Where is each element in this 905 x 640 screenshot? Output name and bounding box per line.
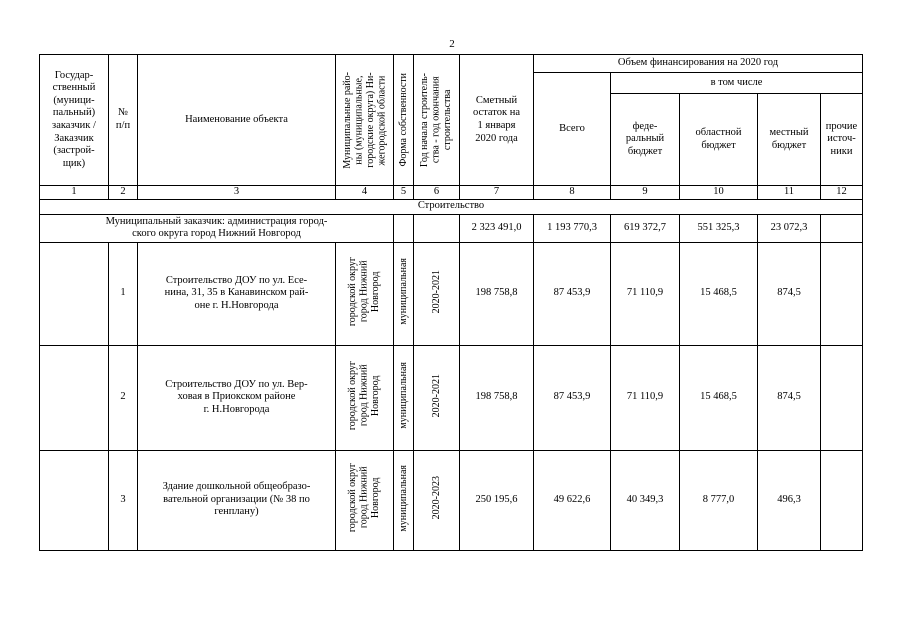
col-number: 12: [821, 186, 863, 200]
header-estimate: Сметный остаток на 1 января 2020 года: [460, 55, 534, 186]
table-row: [40, 345, 863, 450]
header-financing: Объем финансирования на 2020 год: [534, 55, 863, 73]
row-other: [821, 345, 863, 450]
header-including: в том числе: [611, 73, 863, 94]
row-other: [821, 242, 863, 345]
col-number: 6: [414, 186, 460, 200]
summary-local: 23 072,3: [758, 214, 821, 242]
col-number: 8: [534, 186, 611, 200]
summary-estimate: 2 323 491,0: [460, 214, 534, 242]
header-district: [336, 55, 394, 186]
header-district-text: Муниципальные райо- ны (муниципальные, городские округа) Ни- жегородской области: [341, 71, 387, 169]
col-number: 2: [109, 186, 138, 200]
section-title: Строительство: [40, 199, 863, 214]
summary-federal: 619 372,7: [611, 214, 680, 242]
row-num: 3: [109, 450, 138, 550]
row-ownership-text: муниципальная: [397, 362, 409, 429]
row-local: 496,3: [758, 450, 821, 550]
row-district-text: городской округ город Нижний Новгород: [347, 256, 382, 326]
header-years: [414, 55, 460, 186]
header-years-text: Год начала строитель- ства - год окончания строительства: [419, 72, 454, 168]
row-years: [414, 345, 460, 450]
col-number: 10: [680, 186, 758, 200]
header-regional: областной бюджет: [680, 94, 758, 186]
row-ownership-text: муниципальная: [397, 258, 409, 325]
row-object-name: Строительство ДОУ по ул. Вер- ховая в Приокском районе г. Н.Новгорода: [138, 345, 336, 450]
col-number: 9: [611, 186, 680, 200]
row-customer: [40, 450, 109, 550]
header-other: прочие источ- ники: [821, 94, 863, 186]
summary-row: [40, 214, 863, 242]
row-federal: 40 349,3: [611, 450, 680, 550]
summary-blank: [394, 214, 414, 242]
section-row: [40, 199, 863, 214]
summary-label: Муниципальный заказчик: администрация город- ского округа город Нижний Новгород: [40, 214, 394, 242]
row-object-name: Здание дошкольной общеобразо- вательной организации (№ 38 по генплану): [138, 450, 336, 550]
summary-other: [821, 214, 863, 242]
row-federal: 71 110,9: [611, 345, 680, 450]
row-total: 49 622,6: [534, 450, 611, 550]
row-estimate: 250 195,6: [460, 450, 534, 550]
row-num: 2: [109, 345, 138, 450]
column-number-row: [40, 186, 863, 200]
col-number: 1: [40, 186, 109, 200]
row-years-text: 2020-2023: [430, 476, 442, 520]
row-district: [336, 242, 394, 345]
row-regional: 15 468,5: [680, 345, 758, 450]
row-local: 874,5: [758, 345, 821, 450]
row-total: 87 453,9: [534, 345, 611, 450]
summary-total: 1 193 770,3: [534, 214, 611, 242]
col-number: 7: [460, 186, 534, 200]
col-number: 11: [758, 186, 821, 200]
row-estimate: 198 758,8: [460, 242, 534, 345]
header-row-1: [40, 55, 863, 73]
header-local: местный бюджет: [758, 94, 821, 186]
header-total: Всего: [534, 73, 611, 186]
row-district-text: городской округ город Нижний Новгород: [347, 360, 382, 430]
header-federal: феде- ральный бюджет: [611, 94, 680, 186]
header-num: № п/п: [109, 55, 138, 186]
row-ownership: [394, 242, 414, 345]
row-ownership: [394, 345, 414, 450]
row-customer: [40, 242, 109, 345]
header-ownership-text: Форма собственности: [397, 73, 409, 167]
row-object-name: Строительство ДОУ по ул. Есе- нина, 31, 35 в Канавинском рай- оне г. Н.Новгорода: [138, 242, 336, 345]
row-years: [414, 242, 460, 345]
table-row: [40, 450, 863, 550]
row-years: [414, 450, 460, 550]
col-number: 3: [138, 186, 336, 200]
row-num: 1: [109, 242, 138, 345]
row-district-text: городской округ город Нижний Новгород: [347, 463, 382, 533]
row-district: [336, 450, 394, 550]
header-customer: Государ- ственный (муници- пальный) заказчик / Заказчик (застрой- щик): [40, 55, 109, 186]
page-number: 2: [449, 38, 455, 50]
row-other: [821, 450, 863, 550]
row-ownership: [394, 450, 414, 550]
row-regional: 8 777,0: [680, 450, 758, 550]
construction-financing-table: [39, 54, 863, 551]
row-years-text: 2020-2021: [430, 269, 442, 313]
col-number: 5: [394, 186, 414, 200]
header-object-name: Наименование объекта: [138, 55, 336, 186]
row-total: 87 453,9: [534, 242, 611, 345]
row-estimate: 198 758,8: [460, 345, 534, 450]
row-local: 874,5: [758, 242, 821, 345]
row-years-text: 2020-2021: [430, 373, 442, 417]
summary-blank: [414, 214, 460, 242]
summary-regional: 551 325,3: [680, 214, 758, 242]
col-number: 4: [336, 186, 394, 200]
row-regional: 15 468,5: [680, 242, 758, 345]
row-ownership-text: муниципальная: [397, 464, 409, 532]
header-ownership: [394, 55, 414, 186]
row-district: [336, 345, 394, 450]
row-federal: 71 110,9: [611, 242, 680, 345]
row-customer: [40, 345, 109, 450]
table-row: [40, 242, 863, 345]
